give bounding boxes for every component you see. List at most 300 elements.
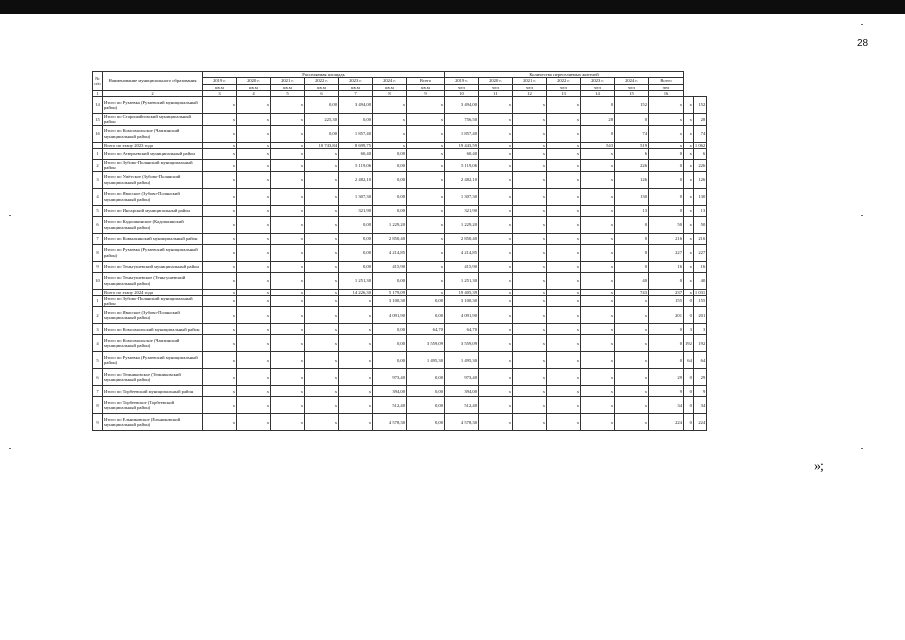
value-cell: 0,00	[407, 307, 445, 324]
table-body	[93, 97, 707, 431]
value-cell: x	[513, 188, 547, 205]
value-cell: x	[203, 261, 237, 272]
value-cell: x	[271, 261, 305, 272]
value-cell: x	[203, 414, 237, 431]
value-cell: x	[407, 171, 445, 188]
header-unit: чел	[649, 84, 684, 90]
value-cell: x	[339, 369, 373, 386]
value-cell: x	[513, 159, 547, 171]
value-cell: 0,00	[339, 261, 373, 272]
value-cell: x	[547, 369, 581, 386]
header-name: Наименование муниципального образования	[103, 72, 203, 91]
value-cell: x	[339, 295, 373, 307]
value-cell: 192	[693, 335, 706, 352]
value-cell: 0	[684, 307, 694, 324]
value-cell: x	[407, 233, 445, 244]
value-cell: x	[684, 188, 694, 205]
column-number: 13	[547, 90, 581, 96]
table-row	[93, 386, 707, 397]
municipality-name: Итого по Комсомольское (Чамзинский муниципальный район)	[103, 125, 203, 142]
table-row	[93, 369, 707, 386]
column-number: 15	[615, 90, 649, 96]
value-cell: x	[237, 295, 271, 307]
value-cell: x	[581, 261, 615, 272]
value-cell: x	[547, 289, 581, 295]
value-cell: x	[581, 272, 615, 289]
value-cell: 5 119,06	[445, 159, 479, 171]
value-cell: x	[513, 307, 547, 324]
header-year: 2022 г.	[547, 78, 581, 84]
row-number: 4	[93, 188, 103, 205]
value-cell: 512,40	[373, 397, 407, 414]
municipality-name: Итого по Атюрьевский муниципальный район	[103, 148, 203, 159]
resettlement-table	[92, 71, 707, 431]
value-cell: 973,40	[373, 369, 407, 386]
value-cell: 13	[615, 205, 649, 216]
column-number: 4	[237, 90, 271, 96]
value-cell: 1 229,20	[445, 216, 479, 233]
value-cell: x	[407, 97, 445, 114]
value-cell: x	[513, 289, 547, 295]
value-cell: x	[581, 414, 615, 431]
value-cell: 321,90	[445, 205, 479, 216]
value-cell: x	[513, 414, 547, 431]
value-cell: 321,90	[339, 205, 373, 216]
value-cell: x	[305, 188, 339, 205]
value-cell: x	[479, 114, 513, 126]
value-cell: 10 743,84	[305, 142, 339, 148]
value-cell: x	[237, 171, 271, 188]
value-cell: x	[339, 324, 373, 335]
header-unit: чел	[479, 84, 513, 90]
value-cell: 3 100,30	[445, 295, 479, 307]
value-cell: x	[203, 352, 237, 369]
value-cell: x	[547, 216, 581, 233]
value-cell: 60,40	[339, 148, 373, 159]
table-row	[93, 97, 707, 114]
value-cell: x	[271, 324, 305, 335]
value-cell: x	[615, 386, 649, 397]
value-cell: 34	[649, 397, 684, 414]
value-cell: 2 482,10	[339, 171, 373, 188]
municipality-name: Итого по Старошайговский муниципальный район	[103, 114, 203, 126]
municipality-name: Итого по Рузаевка (Рузаевский муниципальный район)	[103, 244, 203, 261]
value-cell: x	[479, 272, 513, 289]
value-cell: x	[581, 289, 615, 295]
table-row	[93, 188, 707, 205]
value-cell: x	[479, 97, 513, 114]
value-cell: x	[479, 244, 513, 261]
value-cell: x	[547, 114, 581, 126]
municipality-name: Итого по Торбеевское (Торбеевский муниципальный район)	[103, 397, 203, 414]
value-cell: x	[271, 414, 305, 431]
value-cell: x	[547, 386, 581, 397]
row-number: 7	[93, 386, 103, 397]
row-number: 6	[93, 216, 103, 233]
value-cell: x	[479, 148, 513, 159]
value-cell: x	[479, 171, 513, 188]
value-cell: 0	[615, 114, 649, 126]
value-cell: 64,70	[407, 324, 445, 335]
table-row	[93, 307, 707, 324]
value-cell: 0	[684, 414, 694, 431]
value-cell: 394,00	[373, 386, 407, 397]
value-cell: x	[513, 261, 547, 272]
column-number: 10	[445, 90, 479, 96]
header-year: 2020 г.	[237, 78, 271, 84]
value-cell: x	[479, 159, 513, 171]
value-cell: 6	[615, 148, 649, 159]
value-cell: x	[305, 261, 339, 272]
value-cell: x	[479, 414, 513, 431]
value-cell: x	[581, 244, 615, 261]
value-cell: x	[203, 307, 237, 324]
value-cell: x	[237, 335, 271, 352]
municipality-name: Итого по Зубово-Полянский муниципальный район	[103, 295, 203, 307]
value-cell: x	[581, 397, 615, 414]
value-cell: 0	[649, 188, 684, 205]
value-cell: 519	[615, 142, 649, 148]
table-row	[93, 397, 707, 414]
value-cell: 0,00	[373, 205, 407, 216]
value-cell: x	[649, 125, 684, 142]
value-cell: x	[547, 324, 581, 335]
column-number: 14	[581, 90, 615, 96]
header-unit: кв.м	[237, 84, 271, 90]
value-cell: x	[649, 142, 684, 148]
value-cell: x	[305, 352, 339, 369]
value-cell: 0,00	[407, 369, 445, 386]
value-cell: 0,00	[373, 335, 407, 352]
value-cell: x	[684, 148, 694, 159]
value-cell: 0,00	[339, 233, 373, 244]
value-cell: x	[479, 233, 513, 244]
value-cell: x	[339, 397, 373, 414]
value-cell: 28	[693, 114, 706, 126]
municipality-name: Итого по Кадошкинское (Кадошкинский муниципальный район)	[103, 216, 203, 233]
value-cell: x	[339, 414, 373, 431]
value-cell: x	[305, 386, 339, 397]
value-cell: x	[271, 148, 305, 159]
value-cell: x	[271, 159, 305, 171]
table-row	[93, 216, 707, 233]
value-cell: x	[547, 335, 581, 352]
value-cell: 130	[693, 188, 706, 205]
value-cell: x	[479, 125, 513, 142]
header-unit: кв.м	[373, 84, 407, 90]
row-number: 8	[93, 397, 103, 414]
scan-mark	[861, 448, 863, 449]
value-cell: 126	[615, 171, 649, 188]
value-cell: 1 857,40	[445, 125, 479, 142]
value-cell: x	[649, 97, 684, 114]
value-cell: x	[581, 295, 615, 307]
value-cell: x	[684, 216, 694, 233]
value-cell: x	[271, 171, 305, 188]
value-cell: x	[684, 289, 694, 295]
value-cell: x	[513, 369, 547, 386]
value-cell: x	[513, 205, 547, 216]
header-year: Всего	[649, 78, 684, 84]
value-cell: 60,40	[445, 148, 479, 159]
value-cell: 29	[649, 369, 684, 386]
value-cell: x	[581, 216, 615, 233]
value-cell: x	[305, 205, 339, 216]
value-cell: 40	[615, 272, 649, 289]
municipality-name: Итого по Теньгушевское (Теньгушевский муниципальный район)	[103, 272, 203, 289]
header-year: 2022 г.	[305, 78, 339, 84]
value-cell: x	[339, 335, 373, 352]
value-cell: 4 214,85	[445, 244, 479, 261]
value-cell: x	[513, 142, 547, 148]
header-year: 2019 г.	[445, 78, 479, 84]
value-cell: x	[339, 307, 373, 324]
table-row	[93, 148, 707, 159]
header-unit: кв.м	[203, 84, 237, 90]
value-cell: x	[305, 335, 339, 352]
value-cell: 1 857,40	[339, 125, 373, 142]
municipality-name: Итого по Комсомольский муниципальный район	[103, 324, 203, 335]
value-cell: x	[615, 397, 649, 414]
value-cell: x	[581, 233, 615, 244]
value-cell: x	[407, 114, 445, 126]
value-cell: x	[407, 289, 445, 295]
value-cell: x	[271, 289, 305, 295]
value-cell: x	[547, 97, 581, 114]
value-cell: 0	[615, 261, 649, 272]
row-number: 5	[93, 205, 103, 216]
value-cell: x	[203, 142, 237, 148]
value-cell: 0,00	[339, 216, 373, 233]
value-cell: x	[684, 159, 694, 171]
value-cell: x	[615, 414, 649, 431]
value-cell: x	[271, 352, 305, 369]
header-unit: кв.м	[305, 84, 339, 90]
value-cell: 0	[615, 244, 649, 261]
value-cell: 0,00	[373, 272, 407, 289]
column-number: 1	[93, 90, 103, 96]
value-cell: x	[271, 216, 305, 233]
column-number: 3	[203, 90, 237, 96]
value-cell: x	[407, 142, 445, 148]
value-cell: x	[339, 352, 373, 369]
scan-mark	[861, 215, 863, 216]
value-cell: x	[479, 307, 513, 324]
value-cell: 0,00	[305, 97, 339, 114]
value-cell: 4 578,30	[445, 414, 479, 431]
value-cell: 0	[649, 272, 684, 289]
value-cell: x	[271, 97, 305, 114]
value-cell: 0	[684, 397, 694, 414]
value-cell: 0	[581, 125, 615, 142]
value-cell: x	[547, 188, 581, 205]
value-cell: 226	[615, 159, 649, 171]
value-cell: x	[581, 148, 615, 159]
page-number: 28	[857, 38, 869, 49]
value-cell: x	[271, 244, 305, 261]
value-cell: 225,30	[305, 114, 339, 126]
header-year: 2024 г.	[615, 78, 649, 84]
value-cell: x	[237, 307, 271, 324]
value-cell: x	[513, 324, 547, 335]
value-cell: x	[237, 142, 271, 148]
value-cell: 743	[615, 289, 649, 295]
value-cell: x	[237, 233, 271, 244]
value-cell: 1 495,30	[445, 352, 479, 369]
municipality-name: Итого по Явасское (Зубово-Полянский муниципальный район)	[103, 307, 203, 324]
value-cell: x	[237, 261, 271, 272]
value-cell: 0	[615, 216, 649, 233]
table-row	[93, 335, 707, 352]
value-cell: x	[547, 397, 581, 414]
value-cell: x	[581, 324, 615, 335]
value-cell: x	[581, 386, 615, 397]
value-cell: x	[271, 114, 305, 126]
column-number: 16	[649, 90, 684, 96]
value-cell: x	[684, 171, 694, 188]
value-cell: x	[513, 171, 547, 188]
value-cell: x	[513, 125, 547, 142]
municipality-name: Всего по этапу 2023 года	[103, 142, 203, 148]
row-number: 1	[93, 295, 103, 307]
value-cell: x	[203, 335, 237, 352]
value-cell: x	[479, 352, 513, 369]
value-cell: x	[547, 233, 581, 244]
municipality-name: Итого по Ельниковское (Ельниковский муниципальный район)	[103, 414, 203, 431]
value-cell: x	[407, 261, 445, 272]
value-cell: x	[237, 159, 271, 171]
scan-mark	[861, 24, 863, 25]
header-num: № п/п	[93, 72, 103, 91]
value-cell: x	[581, 159, 615, 171]
column-number: 2	[103, 90, 203, 96]
value-cell: 415,90	[445, 261, 479, 272]
value-cell: x	[237, 97, 271, 114]
value-cell: x	[684, 114, 694, 126]
value-cell: x	[237, 397, 271, 414]
value-cell: x	[479, 369, 513, 386]
value-cell: x	[615, 295, 649, 307]
value-cell: 9	[649, 386, 684, 397]
value-cell: x	[203, 114, 237, 126]
municipality-name: Итого по Умётское (Зубово-Полянский муниципальный район)	[103, 171, 203, 188]
value-cell: x	[237, 324, 271, 335]
value-cell: 0,00	[339, 244, 373, 261]
value-cell: x	[203, 324, 237, 335]
value-cell: 1 307,30	[445, 188, 479, 205]
value-cell: 226	[693, 159, 706, 171]
header-unit: чел	[615, 84, 649, 90]
value-cell: 155	[649, 295, 684, 307]
municipality-name: Итого по Рузаевка (Рузаевский муниципальный район)	[103, 97, 203, 114]
value-cell: x	[203, 148, 237, 159]
value-cell: 0	[649, 159, 684, 171]
value-cell: x	[547, 125, 581, 142]
value-cell: x	[479, 386, 513, 397]
value-cell: x	[271, 188, 305, 205]
value-cell: x	[547, 295, 581, 307]
value-cell: x	[373, 125, 407, 142]
value-cell: 216	[693, 233, 706, 244]
value-cell: x	[407, 272, 445, 289]
value-cell: x	[479, 216, 513, 233]
header-unit: чел	[513, 84, 547, 90]
value-cell: 126	[693, 171, 706, 188]
value-cell: 40	[693, 272, 706, 289]
value-cell: 0,00	[373, 188, 407, 205]
value-cell: 0,00	[373, 159, 407, 171]
municipality-name: Итого по Рузаевка (Рузаевский муниципальный район)	[103, 352, 203, 369]
value-cell: x	[547, 352, 581, 369]
header-year: 2020 г.	[479, 78, 513, 84]
value-cell: x	[339, 386, 373, 397]
value-cell: 1 495,30	[407, 352, 445, 369]
value-cell: 5 179,09	[373, 289, 407, 295]
value-cell: x	[305, 272, 339, 289]
value-cell: x	[513, 272, 547, 289]
value-cell: x	[271, 369, 305, 386]
value-cell: 512,40	[445, 397, 479, 414]
header-year: 2019 г.	[203, 78, 237, 84]
value-cell: 1 229,20	[373, 216, 407, 233]
value-cell: x	[305, 397, 339, 414]
column-number: 7	[339, 90, 373, 96]
value-cell: x	[547, 205, 581, 216]
column-number: 5	[271, 90, 305, 96]
value-cell: 155	[693, 295, 706, 307]
value-cell: 0	[581, 97, 615, 114]
value-cell: 2 850,40	[445, 233, 479, 244]
value-cell: 19 443,59	[445, 142, 479, 148]
value-cell: x	[547, 171, 581, 188]
header-unit: кв.м	[407, 84, 445, 90]
value-cell: x	[203, 97, 237, 114]
table-row	[93, 125, 707, 142]
value-cell: x	[237, 114, 271, 126]
municipality-name: Итого по Ковылкинский муниципальный район	[103, 233, 203, 244]
value-cell: 543	[581, 142, 615, 148]
value-cell: x	[615, 307, 649, 324]
value-cell: x	[305, 171, 339, 188]
value-cell: x	[547, 244, 581, 261]
value-cell: x	[237, 244, 271, 261]
value-cell: x	[513, 335, 547, 352]
value-cell: x	[479, 188, 513, 205]
value-cell: x	[407, 244, 445, 261]
value-cell: x	[479, 289, 513, 295]
municipality-name: Итого по Инсарский муниципальный район	[103, 205, 203, 216]
column-number: 12	[513, 90, 547, 96]
value-cell: x	[203, 289, 237, 295]
table-header	[93, 72, 707, 97]
value-cell: 0	[649, 352, 684, 369]
value-cell: 64,70	[445, 324, 479, 335]
value-cell: x	[581, 335, 615, 352]
value-cell: 756,50	[445, 114, 479, 126]
value-cell: x	[237, 386, 271, 397]
value-cell: 13	[693, 205, 706, 216]
value-cell: 3 559,09	[407, 335, 445, 352]
value-cell: 74	[615, 125, 649, 142]
value-cell: x	[684, 272, 694, 289]
value-cell: x	[237, 352, 271, 369]
municipality-name: Всего по этапу 2024 года	[103, 289, 203, 295]
row-number: 9	[93, 261, 103, 272]
value-cell: 29	[693, 369, 706, 386]
value-cell: 2 482,10	[445, 171, 479, 188]
value-cell: 0	[684, 295, 694, 307]
value-cell: 0	[649, 335, 684, 352]
